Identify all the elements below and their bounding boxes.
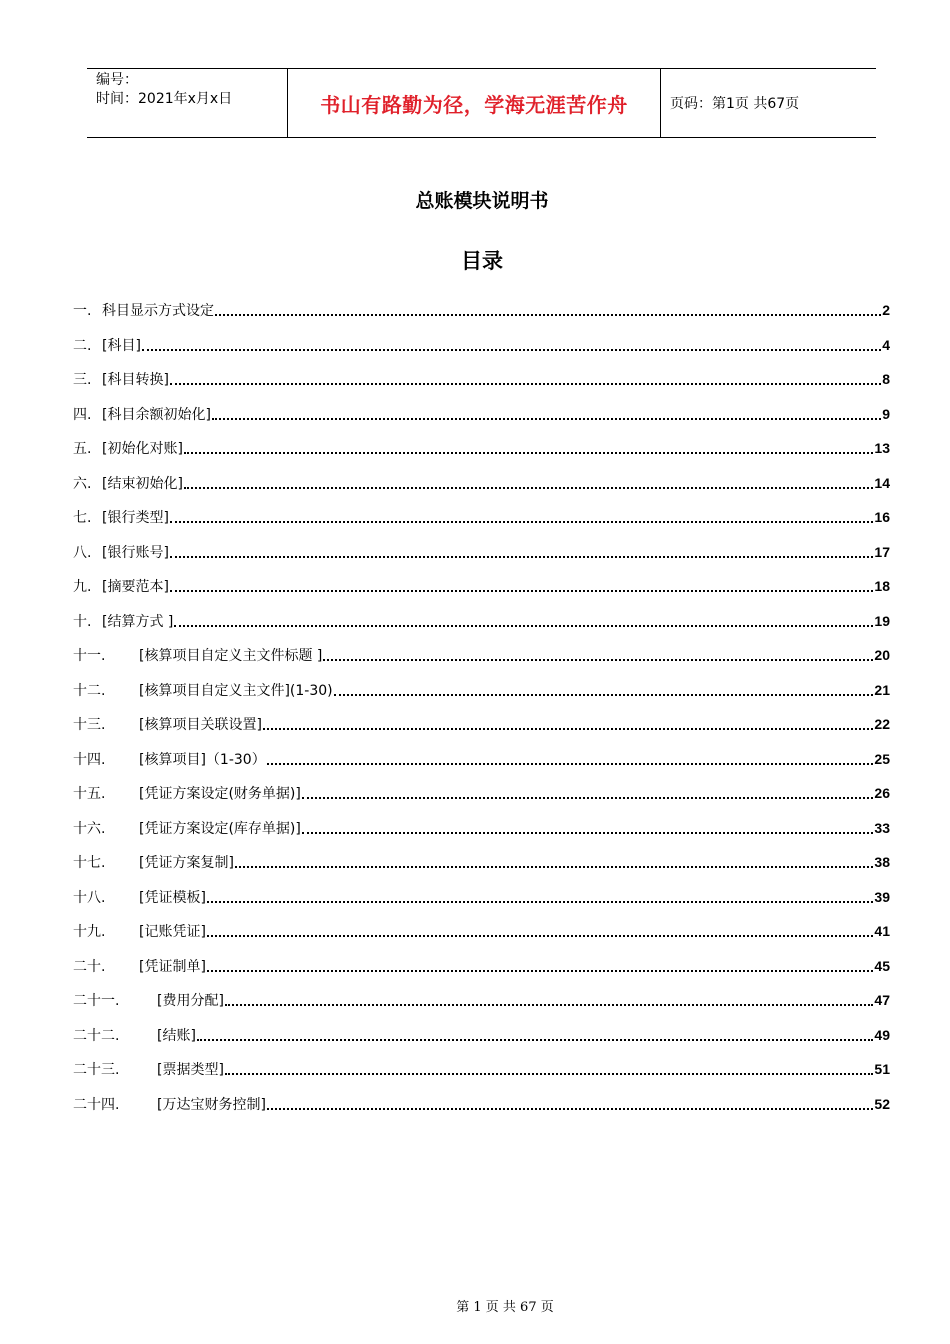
- toc-entry-page: 21: [874, 681, 890, 698]
- toc-entry[interactable]: [73, 466, 890, 501]
- toc-entry-number: 十一.: [73, 648, 106, 665]
- toc-entry[interactable]: [73, 569, 890, 604]
- toc-entry[interactable]: [73, 293, 890, 328]
- toc-entry[interactable]: [73, 1018, 890, 1053]
- toc-entry[interactable]: [73, 328, 890, 363]
- toc-entry-page: 26: [874, 785, 890, 802]
- toc-entry[interactable]: [73, 535, 890, 570]
- toc-entry-page: 17: [874, 543, 890, 560]
- toc-heading: 目录: [461, 249, 503, 273]
- toc-entry-page: 47: [874, 992, 890, 1009]
- toc-entry-page: 16: [874, 509, 890, 526]
- toc-entry-number: 二.: [73, 337, 92, 354]
- toc-entry-page: 13: [874, 440, 890, 457]
- toc-entry-number: 十.: [73, 613, 92, 630]
- toc-entry-number: 三.: [73, 372, 92, 389]
- toc-entry[interactable]: [73, 983, 890, 1018]
- toc-dot-leader: [302, 818, 874, 834]
- toc-entry[interactable]: [73, 673, 890, 708]
- document-title: 总账模块说明书: [415, 190, 549, 212]
- toc-entry-page: 33: [874, 819, 890, 836]
- toc-entry-page: 45: [874, 957, 890, 974]
- toc-entry[interactable]: [73, 431, 890, 466]
- toc-entry-page: 38: [874, 854, 890, 871]
- toc-dot-leader: [302, 783, 874, 799]
- toc-entry-label: 科目显示方式设定: [102, 303, 214, 320]
- toc-entry-label: [费用分配]: [157, 993, 224, 1010]
- toc-dot-leader: [212, 404, 881, 420]
- toc-entry-number: 六.: [73, 475, 92, 492]
- toc-entry-page: 39: [874, 888, 890, 905]
- header-meta-cell: [87, 69, 288, 137]
- toc-entry-page: 20: [874, 647, 890, 664]
- toc-entry[interactable]: [73, 845, 890, 880]
- toc-entry[interactable]: [73, 811, 890, 846]
- toc-entry-label: [核算项目自定义主文件标题 ]: [139, 648, 323, 665]
- toc-entry[interactable]: [73, 914, 890, 949]
- toc-entry-label: [科目转换]: [102, 372, 169, 389]
- toc-entry[interactable]: [73, 880, 890, 915]
- toc-entry-page: 4: [882, 336, 890, 353]
- header-motto: 书山有路勤为径，学海无涯苦作舟: [288, 69, 661, 137]
- toc-entry-number: 九.: [73, 579, 92, 596]
- toc-entry-number: 十九.: [73, 924, 106, 941]
- toc-dot-leader: [207, 921, 873, 937]
- toc-entry-label: [银行账号]: [102, 544, 169, 561]
- toc-entry[interactable]: [73, 1087, 890, 1122]
- toc-entry[interactable]: [73, 362, 890, 397]
- toc-entry-page: 14: [874, 474, 890, 491]
- toc-dot-leader: [170, 542, 873, 558]
- toc-entry[interactable]: [73, 949, 890, 984]
- toc-dot-leader: [263, 714, 873, 730]
- toc-entry-label: [核算项目关联设置]: [139, 717, 262, 734]
- toc-dot-leader: [235, 852, 873, 868]
- toc-entry[interactable]: [73, 500, 890, 535]
- toc-entry-label: [核算项目自定义主文件](1-30): [139, 682, 333, 699]
- toc-entry[interactable]: [73, 604, 890, 639]
- toc-entry-label: [科目]: [102, 337, 141, 354]
- toc-dot-leader: [267, 749, 874, 765]
- toc-entry-label: [银行类型]: [102, 510, 169, 527]
- toc-entry-number: 二十四.: [73, 1096, 120, 1113]
- toc-entry-page: 9: [882, 405, 890, 422]
- toc-entry-page: 41: [874, 923, 890, 940]
- toc-entry[interactable]: [73, 1052, 890, 1087]
- toc-dot-leader: [334, 680, 874, 696]
- toc-dot-leader: [225, 990, 873, 1006]
- toc-entry-number: 一.: [73, 303, 92, 320]
- toc-entry-page: 19: [874, 612, 890, 629]
- toc-dot-leader: [323, 645, 873, 661]
- toc-entry-label: [凭证方案复制]: [139, 855, 234, 872]
- toc-entry-label: [凭证方案设定(库存单据)]: [139, 820, 301, 837]
- page-footer: 第 1 页 共 67 页: [456, 1300, 554, 1315]
- toc-entry-number: 二十三.: [73, 1062, 120, 1079]
- doc-number-label: 编号：: [96, 72, 138, 88]
- toc-entry-page: 52: [874, 1095, 890, 1112]
- toc-entry[interactable]: [73, 397, 890, 432]
- toc-dot-leader: [170, 576, 873, 592]
- toc-entry-label: [凭证方案设定(财务单据)]: [139, 786, 301, 803]
- toc-entry-label: [记账凭证]: [139, 924, 206, 941]
- toc-entry-label: [结算方式 ]: [102, 613, 174, 630]
- toc-dot-leader: [267, 1094, 873, 1110]
- toc-dot-leader: [197, 1025, 873, 1041]
- toc-dot-leader: [174, 611, 873, 627]
- toc-dot-leader: [207, 956, 873, 972]
- toc-entry-number: 十四.: [73, 751, 106, 768]
- page-header: [87, 68, 876, 138]
- toc-entry-number: 十三.: [73, 717, 106, 734]
- toc-entry-number: 七.: [73, 510, 92, 527]
- toc-entry-number: 二十二.: [73, 1027, 120, 1044]
- toc-entry-page: 22: [874, 716, 890, 733]
- header-page-label: 页码：第1页 共67页: [670, 96, 800, 112]
- table-of-contents: [73, 293, 890, 1121]
- toc-entry-label: [凭证模板]: [139, 889, 206, 906]
- toc-entry-label: [结束初始化]: [102, 475, 183, 492]
- toc-entry-number: 十二.: [73, 682, 106, 699]
- toc-dot-leader: [215, 300, 881, 316]
- toc-entry-label: [科目余额初始化]: [102, 406, 211, 423]
- toc-dot-leader: [142, 335, 881, 351]
- toc-entry-number: 二十.: [73, 958, 106, 975]
- toc-entry-label: [结账]: [157, 1027, 196, 1044]
- toc-entry-number: 四.: [73, 406, 92, 423]
- toc-entry-label: [票据类型]: [157, 1062, 224, 1079]
- toc-dot-leader: [184, 438, 873, 454]
- toc-entry-label: [核算项目]（1-30）: [139, 751, 266, 768]
- toc-entry-page: 8: [882, 371, 890, 388]
- toc-entry[interactable]: [73, 707, 890, 742]
- toc-entry-page: 49: [874, 1026, 890, 1043]
- toc-dot-leader: [170, 369, 881, 385]
- toc-entry-page: 18: [874, 578, 890, 595]
- toc-dot-leader: [225, 1059, 873, 1075]
- toc-entry-page: 2: [882, 302, 890, 319]
- toc-dot-leader: [184, 473, 873, 489]
- toc-entry-label: [初始化对账]: [102, 441, 183, 458]
- toc-dot-leader: [170, 507, 873, 523]
- toc-entry-number: 十七.: [73, 855, 106, 872]
- toc-entry-label: [凭证制单]: [139, 958, 206, 975]
- toc-entry[interactable]: [73, 742, 890, 777]
- toc-entry[interactable]: [73, 776, 890, 811]
- toc-entry-number: 五.: [73, 441, 92, 458]
- toc-entry[interactable]: [73, 638, 890, 673]
- toc-dot-leader: [207, 887, 873, 903]
- toc-entry-number: 八.: [73, 544, 92, 561]
- toc-entry-label: [摘要范本]: [102, 579, 169, 596]
- toc-entry-label: [万达宝财务控制]: [157, 1096, 266, 1113]
- toc-entry-number: 二十一.: [73, 993, 120, 1010]
- toc-entry-page: 51: [874, 1061, 890, 1078]
- toc-entry-number: 十八.: [73, 889, 106, 906]
- toc-entry-number: 十六.: [73, 820, 106, 837]
- doc-time-label: 时间：2021年x月x日: [96, 91, 233, 107]
- toc-entry-number: 十五.: [73, 786, 106, 803]
- toc-entry-page: 25: [874, 750, 890, 767]
